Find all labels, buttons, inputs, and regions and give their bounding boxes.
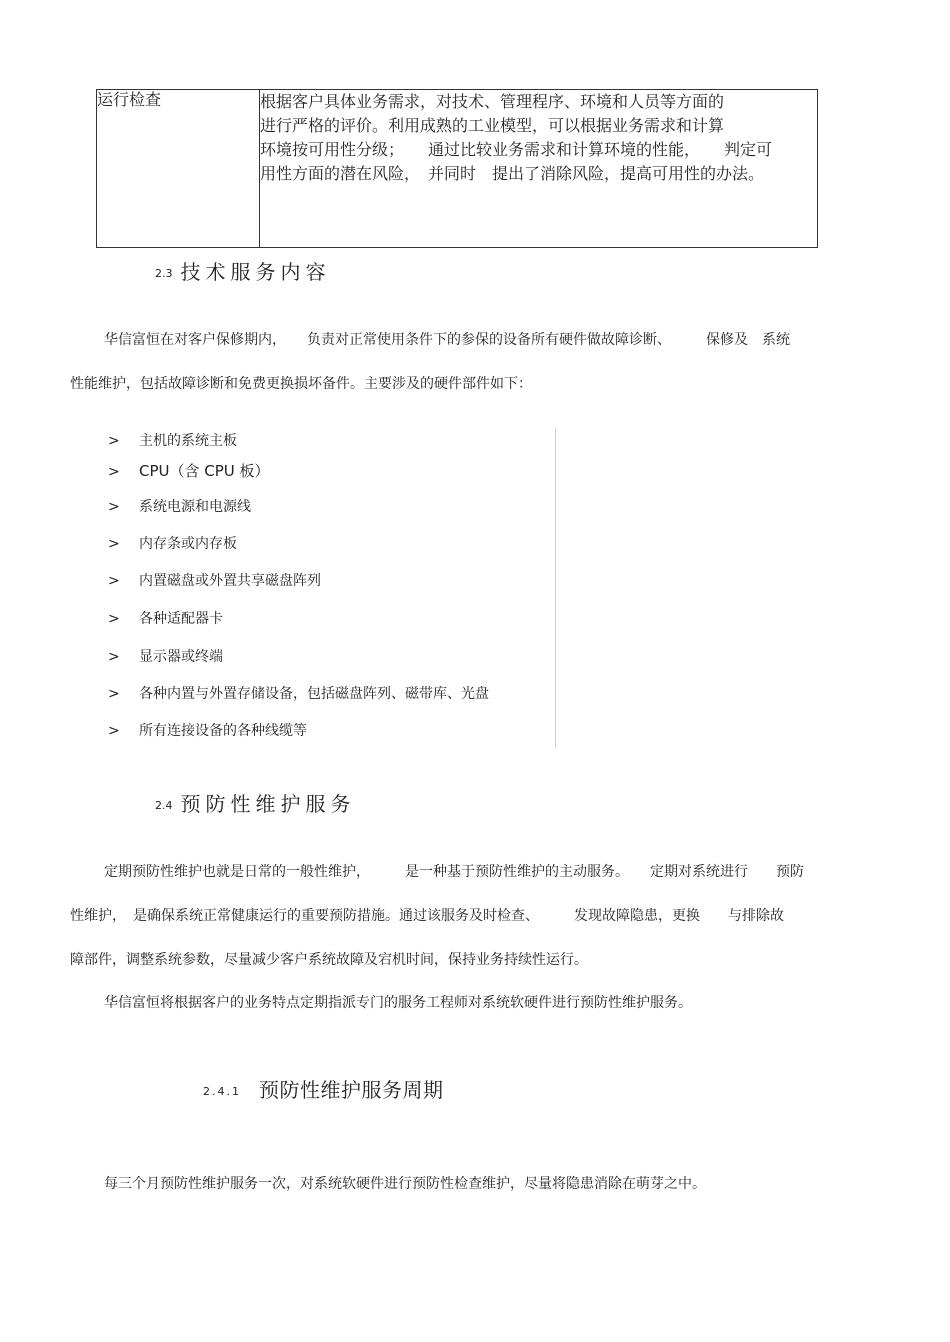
table-content-cell [260, 90, 818, 248]
table-content-line: 环境按可用性分级； 通过比较业务需求和计算环境的性能， 判定可 [260, 140, 773, 159]
bullet-icon: > [108, 433, 120, 449]
table-content-line: 根据客户具体业务需求，对技术、管理程序、环境和人员等方面的 [260, 92, 725, 111]
bullet-icon: > [108, 536, 120, 552]
paragraph-line: 华信富恒将根据客户的业务特点定期指派专门的服务工程师对系统软硬件进行预防性维护服务。 [104, 995, 692, 1011]
table-content-line: 用性方面的潜在风险， 并同时 提出了消除风险，提高可用性的办法。 [260, 164, 765, 183]
list-item: > 内置磁盘或外置共享磁盘阵列 [108, 573, 321, 589]
bullet-icon: > [108, 464, 120, 480]
bullet-icon: > [108, 611, 120, 627]
info-table [96, 89, 818, 248]
paragraph-line: 性能维护，包括故障诊断和免费更换损坏备件。主要涉及的硬件部件如下： [70, 376, 532, 392]
section-title: 预防性维护服务 [180, 792, 356, 816]
list-item: > CPU（含 CPU 板） [108, 462, 270, 480]
list-item: > 所有连接设备的各种线缆等 [108, 723, 307, 739]
list-item: > 各种内置与外置存储设备，包括磁盘阵列、磁带库、光盘 [108, 686, 489, 702]
list-item: > 各种适配器卡 [108, 611, 223, 627]
table-label-cell: 运行检查 [97, 90, 260, 248]
section-number: 2.4 [155, 799, 173, 812]
bullet-icon: > [108, 499, 120, 515]
paragraph-line: 华信富恒在对客户保修期内， 负责对正常使用条件下的参保的设备所有硬件做故障诊断、 保修及 系统 [104, 332, 790, 348]
bullet-icon: > [108, 573, 120, 589]
list-item: > 内存条或内存板 [108, 536, 237, 552]
bullet-icon: > [108, 649, 120, 665]
list-item: > 显示器或终端 [108, 649, 223, 665]
section-heading-2-4 [155, 788, 356, 817]
section-title: 技术服务内容 [180, 260, 331, 284]
paragraph-line: 性维护， 是确保系统正常健康运行的重要预防措施。通过该服务及时检查、 发现故障隐患，更换 与排除故 [70, 908, 784, 924]
section-number: 2.4.1 [203, 1085, 241, 1098]
table-content-line: 进行严格的评价。利用成熟的工业模型，可以根据业务需求和计算 [260, 116, 725, 135]
paragraph-line: 定期预防性维护也就是日常的一般性维护， 是一种基于预防性维护的主动服务。 定期对系统进行 预防 [104, 864, 804, 880]
section-heading-2-4-1 [203, 1074, 444, 1103]
bullet-icon: > [108, 686, 120, 702]
list-item: > 主机的系统主板 [108, 433, 237, 449]
paragraph-line: 每三个月预防性维护服务一次，对系统软硬件进行预防性检查维护，尽量将隐患消除在萌芽之中。 [104, 1176, 706, 1192]
section-heading-2-3 [155, 256, 331, 285]
list-item: > 系统电源和电源线 [108, 499, 251, 515]
bullet-icon: > [108, 723, 120, 739]
section-title: 预防性维护服务周期 [259, 1078, 444, 1102]
divider-line [555, 428, 556, 748]
section-number: 2.3 [155, 267, 173, 280]
paragraph-line: 障部件，调整系统参数，尽量减少客户系统故障及宕机时间，保持业务持续性运行。 [70, 952, 588, 968]
